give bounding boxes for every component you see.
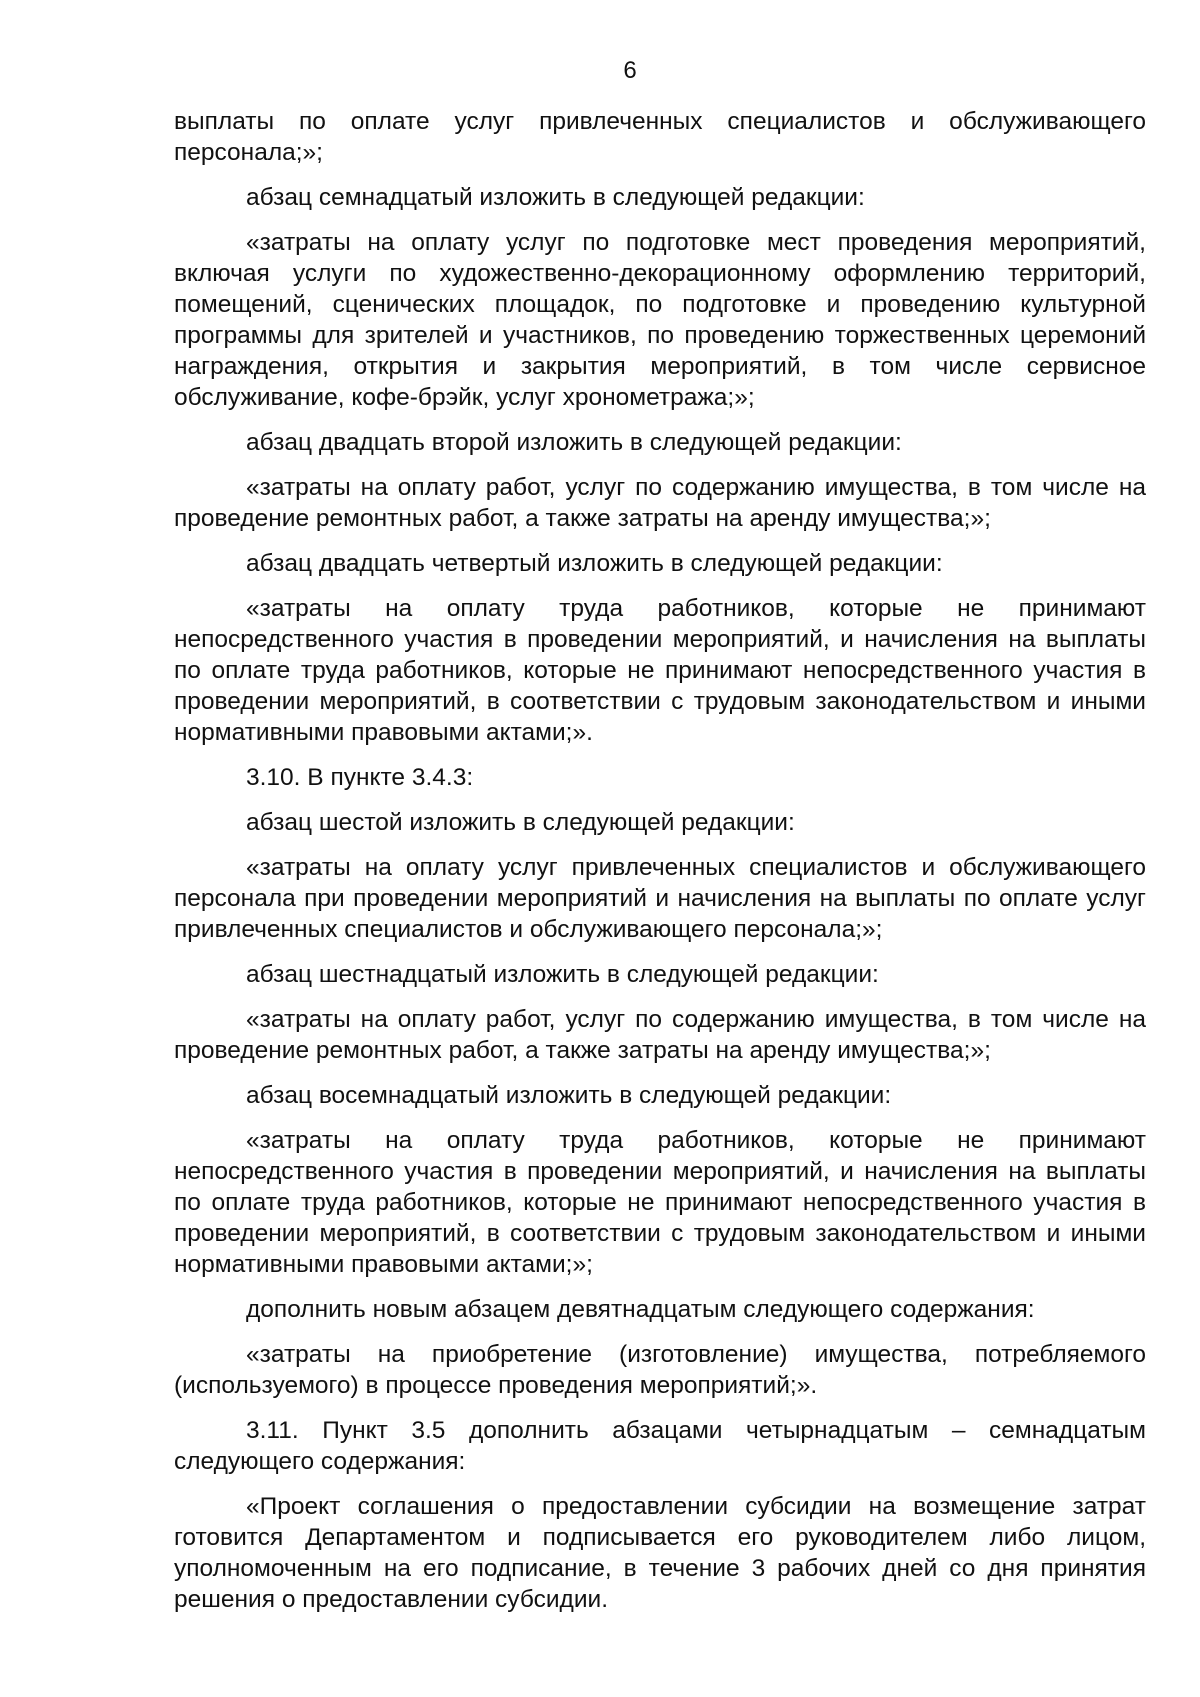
paragraph-10: «затраты на оплату услуг привлеченных специалистов и обслуживающего персонала при проведении мероприятий и начисления на выплаты по оплате услуг привлеченных специалистов и обслуживающего персонала;»; [174, 854, 1146, 943]
paragraph-5: «затраты на оплату работ, услуг по содержанию имущества, в том числе на проведение ремонтных работ, а также затраты на аренду имущества;»; [174, 474, 1146, 532]
document-body [174, 106, 1146, 1615]
page-number: 6 [623, 57, 637, 84]
paragraph-17: 3.11. Пункт 3.5 дополнить абзацами четырнадцатым – семнадцатым следующего содержания: [174, 1417, 1146, 1475]
paragraph-15: дополнить новым абзацем девятнадцатым следующего содержания: [246, 1296, 1035, 1323]
paragraph-9: абзац шестой изложить в следующей редакции: [246, 809, 795, 836]
paragraph-8: 3.10. В пункте 3.4.3: [246, 764, 474, 791]
paragraph-14: «затраты на оплату труда работников, которые не принимают непосредственного участия в проведении мероприятий, и начисления на выплаты по оплате труда работников, которые не принимают непосредственного участия в проведении мероприятий, в соответствии с трудовым законодательством и иными нормативными правовыми актами;»; [174, 1127, 1146, 1278]
paragraph-16: «затраты на приобретение (изготовление) имущества, потребляемого (используемого) в процессе проведения мероприятий;». [174, 1341, 1146, 1399]
paragraph-3: «затраты на оплату услуг по подготовке мест проведения мероприятий, включая услуги по художественно-декорационному оформлению территорий, помещений, сценических площадок, по подготовке и проведению культурной программы для зрителей и участников, по проведению торжественных церемоний награждения, открытия и закрытия мероприятий, в том числе сервисное обслуживание, кофе-брэйк, услуг хронометража;»; [174, 229, 1146, 411]
paragraph-7: «затраты на оплату труда работников, которые не принимают непосредственного участия в проведении мероприятий, и начисления на выплаты по оплате труда работников, которые не принимают непосредственного участия в проведении мероприятий, в соответствии с трудовым законодательством и иными нормативными правовыми актами;». [174, 595, 1146, 746]
paragraph-13: абзац восемнадцатый изложить в следующей редакции: [246, 1082, 892, 1109]
paragraph-6: абзац двадцать четвертый изложить в следующей редакции: [246, 550, 943, 577]
paragraph-2: абзац семнадцатый изложить в следующей редакции: [246, 184, 865, 211]
paragraph-11: абзац шестнадцатый изложить в следующей редакции: [246, 961, 879, 988]
paragraph-4: абзац двадцать второй изложить в следующей редакции: [246, 429, 902, 456]
paragraph-1: выплаты по оплате услуг привлеченных специалистов и обслуживающего персонала;»; [174, 108, 1146, 166]
paragraph-18: «Проект соглашения о предоставлении субсидии на возмещение затрат готовится Департаментом и подписывается его руководителем либо лицом, уполномоченным на его подписание, в течение 3 рабочих дней со дня принятия решения о предоставлении субсидии. [174, 1493, 1146, 1613]
paragraph-12: «затраты на оплату работ, услуг по содержанию имущества, в том числе на проведение ремонтных работ, а также затраты на аренду имущества;»; [174, 1006, 1146, 1064]
